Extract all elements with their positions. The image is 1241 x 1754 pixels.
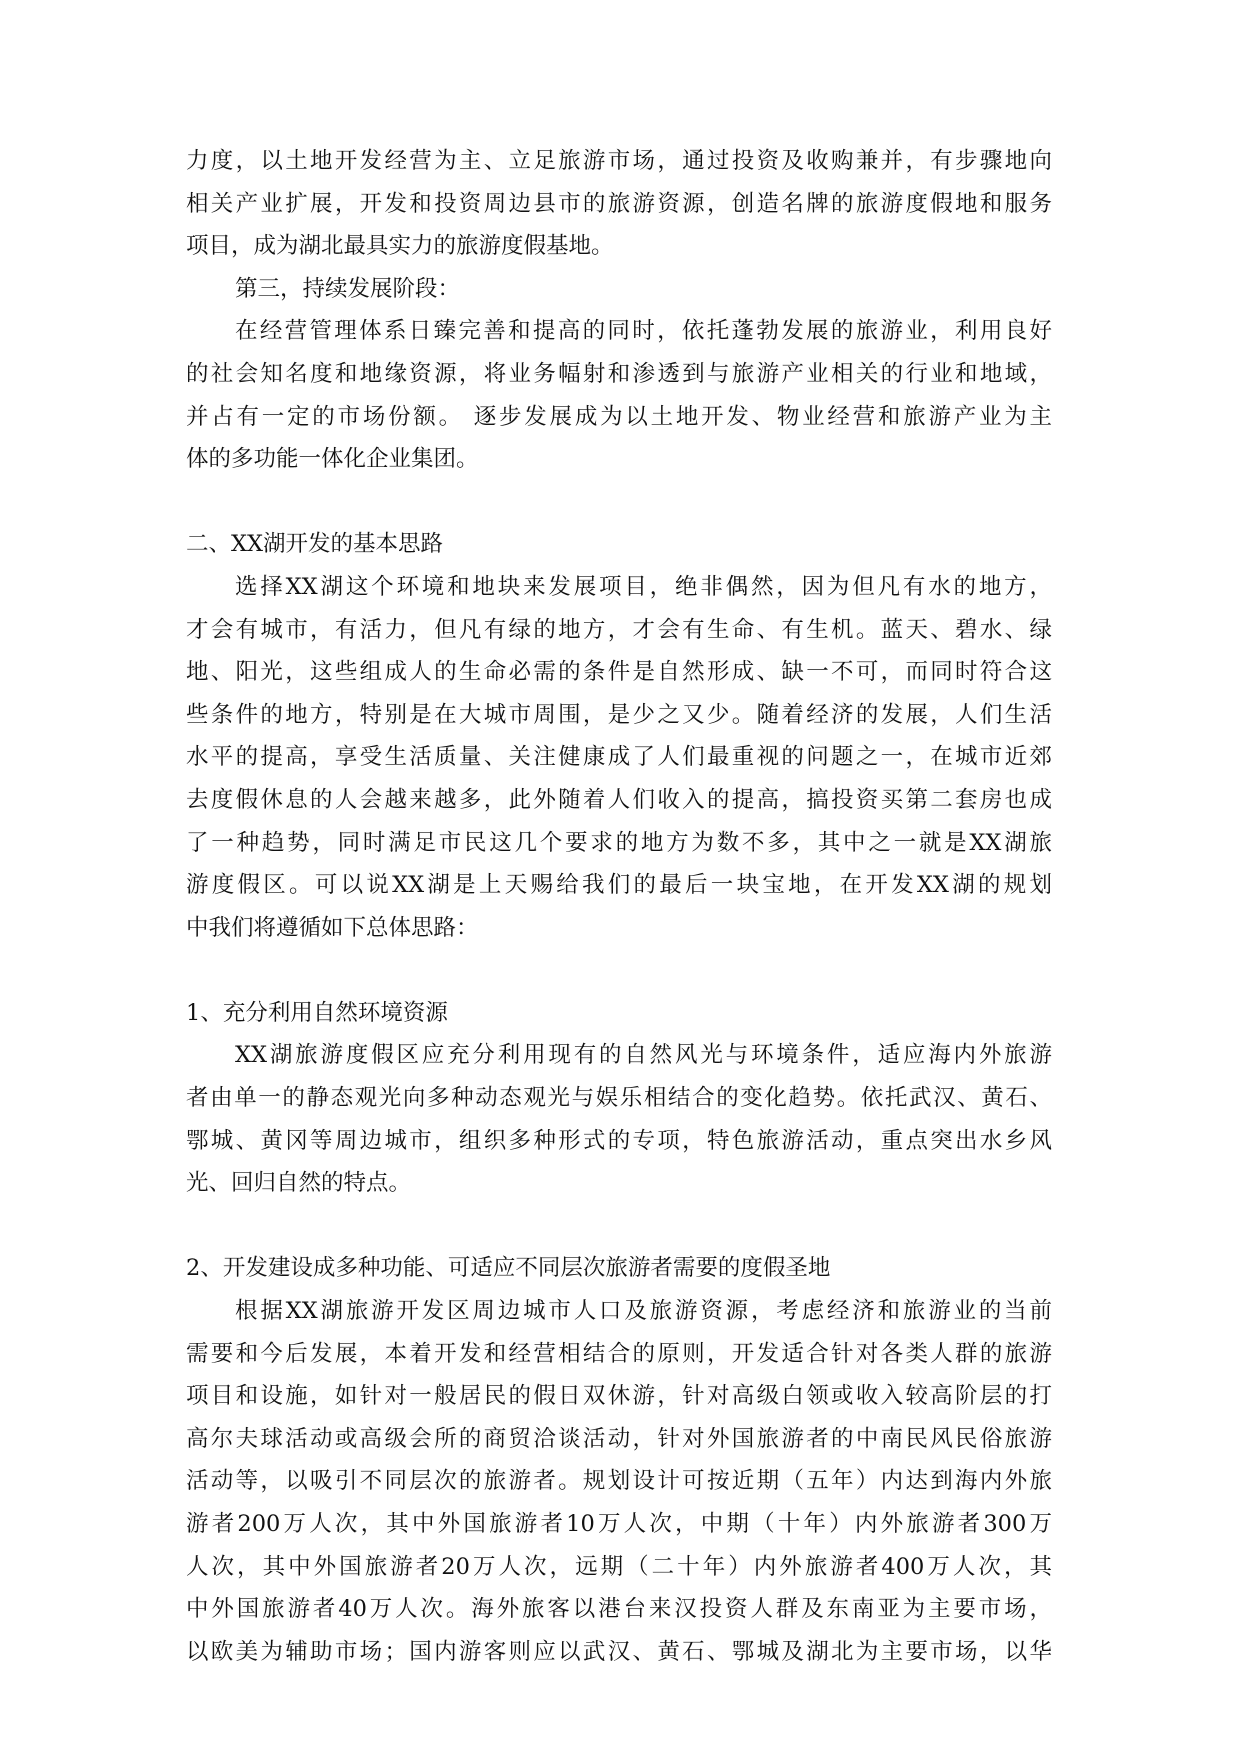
paragraph-stage-three	[186, 268, 1052, 311]
paragraph-natural-resources	[186, 1034, 1052, 1204]
text-line: 高尔夫球活动或高级会所的商贸洽谈活动，针对外国旅游者的中南民风民俗旅游	[186, 1425, 1052, 1452]
text-line: 中我们将遵循如下总体思路：	[186, 914, 479, 941]
document-body	[186, 140, 1052, 1673]
text-line: 项目和设施，如针对一般居民的假日双休游，针对高级白领或收入较高阶层的打	[186, 1383, 1052, 1410]
text-line: 体的多功能一体化企业集团。	[186, 446, 479, 473]
blank-line	[186, 481, 1052, 524]
text-line: 在经营管理体系日臻完善和提高的同时，依托蓬勃发展的旅游业，利用良好	[235, 318, 1052, 345]
paragraph-basic-ideas	[186, 566, 1052, 949]
text-line: 相关产业扩展，开发和投资周边县市的旅游资源，创造名牌的旅游度假地和服务	[186, 190, 1052, 217]
subheading-1	[186, 992, 1052, 1035]
text-line: 人次，其中外国旅游者20万人次，远期（二十年）内外旅游者400万人次，其	[186, 1553, 1052, 1580]
heading-text: 二、XX湖开发的基本思路	[186, 531, 444, 558]
heading-text: 2、开发建设成多种功能、可适应不同层次旅游者需要的度假圣地	[186, 1255, 831, 1282]
text-line: 些条件的地方，特别是在大城市周围，是少之又少。随着经济的发展，人们生活	[186, 701, 1052, 728]
text-line: 才会有城市，有活力，但凡有绿的地方，才会有生命、有生机。蓝天、碧水、绿	[186, 616, 1052, 643]
blank-line	[186, 949, 1052, 992]
paragraph-stage-three-body	[186, 310, 1052, 480]
text-line: 游度假区。可以说XX湖是上天赐给我们的最后一块宝地，在开发XX湖的规划	[186, 872, 1052, 899]
text-line: XX湖旅游度假区应充分利用现有的自然风光与环境条件，适应海内外旅游	[235, 1042, 1052, 1069]
text-line: 鄂城、黄冈等周边城市，组织多种形式的专项，特色旅游活动，重点突出水乡风	[186, 1127, 1052, 1154]
text-line: 者由单一的静态观光向多种动态观光与娱乐相结合的变化趋势。依托武汉、黄石、	[186, 1085, 1052, 1112]
text-line: 需要和今后发展，本着开发和经营相结合的原则，开发适合针对各类人群的旅游	[186, 1340, 1052, 1367]
paragraph-continuation	[186, 140, 1052, 268]
text-line: 活动等，以吸引不同层次的旅游者。规划设计可按近期（五年）内达到海内外旅	[186, 1468, 1052, 1495]
text-line: 了一种趋势，同时满足市民这几个要求的地方为数不多，其中之一就是XX湖旅	[186, 829, 1052, 856]
text-line: 选择XX湖这个环境和地块来发展项目，绝非偶然，因为但凡有水的地方，	[235, 573, 1052, 600]
text-line: 游者200万人次，其中外国旅游者10万人次，中期（十年）内外旅游者300万	[186, 1511, 1052, 1537]
text-line: 去度假休息的人会越来越多，此外随着人们收入的提高，搞投资买第二套房也成	[186, 786, 1052, 813]
text-line: 地、阳光，这些组成人的生命必需的条件是自然形成、缺一不可，而同时符合这	[186, 659, 1052, 686]
text-line: 的社会知名度和地缘资源，将业务幅射和渗透到与旅游产业相关的行业和地域，	[186, 360, 1052, 387]
text-line: 根据XX湖旅游开发区周边城市人口及旅游资源，考虑经济和旅游业的当前	[235, 1298, 1052, 1325]
blank-line	[186, 1205, 1052, 1248]
paragraph-multifunction-resort	[186, 1290, 1052, 1673]
text-line: 第三，持续发展阶段：	[235, 275, 461, 302]
subheading-2	[186, 1247, 1052, 1290]
text-line: 水平的提高，享受生活质量、关注健康成了人们最重视的问题之一，在城市近郊	[186, 744, 1052, 771]
text-line: 项目，成为湖北最具实力的旅游度假基地。	[186, 233, 614, 260]
text-line: 中外国旅游者40万人次。海外旅客以港台来汉投资人群及东南亚为主要市场，	[186, 1596, 1052, 1623]
text-line: 光、回归自然的特点。	[186, 1170, 412, 1197]
heading-text: 1、充分利用自然环境资源	[186, 999, 448, 1026]
text-line: 以欧美为辅助市场；国内游客则应以武汉、黄石、鄂城及湖北为主要市场，以华	[186, 1638, 1052, 1665]
text-line: 力度，以土地开发经营为主、立足旅游市场，通过投资及收购兼并，有步骤地向	[186, 148, 1052, 174]
text-line: 并占有一定的市场份额。 逐步发展成为以土地开发、物业经营和旅游产业为主	[186, 403, 1052, 430]
section-heading	[186, 523, 1052, 566]
